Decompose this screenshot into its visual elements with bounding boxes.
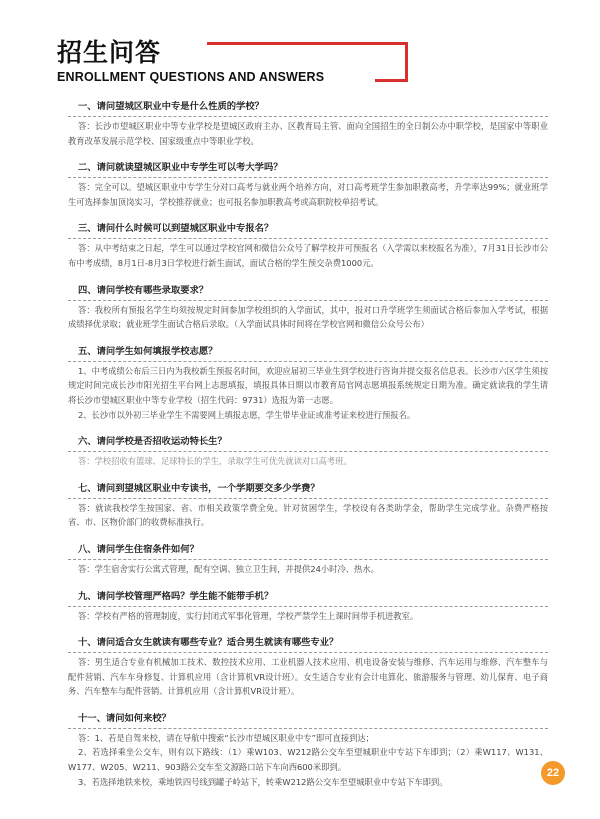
answer-paragraph: 答：学校招收有篮球、足球特长的学生，录取学生可优先就读对口高考班。: [78, 456, 352, 467]
header-frame-right: [405, 42, 408, 82]
question-divider: [68, 605, 548, 607]
qa-item: [68, 435, 548, 469]
question-divider: [68, 497, 548, 499]
qa-item: [68, 100, 548, 148]
page-header: [57, 38, 357, 88]
qa-item: [68, 222, 548, 270]
answer-text: [68, 501, 548, 530]
question-heading: 二、请问就读望城区职业中专学生可以考大学吗？: [78, 162, 283, 174]
answer-paragraph: 答：我校所有预报名学生均须按规定时间参加学校组织的入学面试，其中，报对口升学班学生须面试合格后参加入学考试，根据成绩择优录取；就业班学生面试合格后录取。（入学面试具体时间将在学校官网和微信公众号公布）: [68, 304, 548, 330]
question-divider: [68, 651, 548, 653]
answer-text: [68, 609, 548, 624]
answer-paragraph: 答：完全可以。望城区职业中专学生分对口高考与就业两个培养方向，对口高考班学生参加职教高考，升学率达99%；就业班学生可选择参加顶岗实习，学校推荐就业；也可报名参加职教高考或高职院校单招考试。: [68, 182, 548, 207]
answer-text: [68, 655, 548, 699]
question-heading: 一、请问望城区职业中专是什么性质的学校？: [78, 101, 264, 112]
question-divider: [68, 299, 548, 301]
header-frame-top: [207, 42, 408, 45]
qa-item: [68, 345, 548, 422]
qa-item: [68, 712, 548, 789]
question-divider: [68, 176, 548, 178]
question-heading: 六、请问学校是否招收运动特长生？: [78, 436, 227, 448]
answer-paragraph: 2、长沙市以外初三毕业学生不需要网上填报志愿，学生带毕业证或准考证来校进行预报名。: [78, 409, 416, 420]
answer-paragraph: 答：1、若是自驾来校，请在导航中搜索“长沙市望城区职业中专”即可直接到达；: [78, 732, 374, 743]
question-divider: [68, 558, 548, 560]
header-frame-bottom: [375, 79, 408, 82]
question-heading: 九、请问学校管理严格吗？学生能不能带手机？: [78, 590, 274, 602]
answer-text: [68, 454, 548, 469]
question-heading: 五、请问学生如何填报学校志愿？: [78, 345, 218, 357]
qa-list: [68, 100, 548, 802]
question-heading: 三、请问什么时候可以到望城区职业中专报名？: [78, 223, 274, 235]
answer-paragraph: 答：男生适合专业有机械加工技术、数控技术应用、工业机器人技术应用、机电设备安装与维修、汽车运用与维修、汽车整车与配件营销、汽车车身修复、计算机应用（含计算机VR设计班）。女生适合专业有会计电算化、旅游服务与管理、幼儿保育、电子商务、汽车整车与配件营销、计算机应用（含计算机VR设计班）。: [68, 657, 548, 697]
answer-paragraph: 1、中考成绩公布后三日内为我校新生预报名时间，欢迎应届初三毕业生到学校进行咨询并提交报名信息表。长沙市六区学生须按规定时间完成长沙市阳光招生平台网上志愿填报，填报具体日期以市教育局官网志愿填报系统规定日期为准。确定就读我的学生请将长沙市望城区职业中等专业学校（招生代码：9731）选报为第一志愿。: [68, 365, 548, 405]
question-divider: [68, 727, 548, 729]
answer-paragraph: 答：学生宿舍实行公寓式管理，配有空调、独立卫生间，并提供24小时冷、热水。: [78, 563, 379, 574]
qa-item: [68, 161, 548, 209]
answer-text: [68, 303, 548, 332]
answer-paragraph: 2、若选择乘坐公交车，则有以下路线：（1）乘W103、W212路公交车至望城职业中专站下车即到；（2）乘W117、W131、W177、W205、W211、903路公交车至文源路口站下车向西600米即到。: [68, 747, 548, 773]
question-heading: 十一、请问如何来校？: [78, 712, 171, 724]
qa-item: [68, 543, 548, 577]
question-heading: 四、请问学校有哪些录取要求？: [78, 284, 209, 296]
answer-text: [68, 241, 548, 270]
qa-item: [68, 482, 548, 530]
answer-text: [68, 562, 548, 577]
answer-text: [68, 180, 548, 209]
answer-paragraph: 答：长沙市望城区职业中等专业学校是望城区政府主办、区教育局主管、面向全国招生的全日制公办中职学校，是国家中等职业教育改革发展示范学校、国家级重点中等职业学校。: [68, 121, 548, 146]
question-heading: 十、请问适合女生就读有哪些专业？适合男生就读有哪些专业？: [78, 637, 339, 649]
qa-item: [68, 590, 548, 624]
answer-text: [68, 119, 548, 148]
question-heading: 八、请问学生住宿条件如何？: [78, 543, 199, 555]
qa-item: [68, 636, 548, 699]
page-number-badge: 22: [541, 761, 565, 785]
answer-paragraph: 答：学校有严格的管理制度，实行封闭式军事化管理，学校严禁学生上课时间带手机进教室。: [78, 610, 419, 621]
answer-paragraph: 答：就读我校学生按国家、省、市相关政策学费全免。针对贫困学生，学校设有各类助学金，帮助学生完成学业。杂费严格按省、市、区物价部门的收费标准执行。: [68, 502, 548, 528]
question-divider: [68, 115, 548, 117]
answer-paragraph: 3、若选择地铁来校，乘地铁四号线到罐子岭站下，转乘W212路公交车至望城职业中专站下车即到。: [78, 776, 448, 787]
answer-text: [68, 364, 548, 422]
page-title: 招生问答: [57, 38, 162, 67]
question-divider: [68, 450, 548, 452]
question-divider: [68, 360, 548, 362]
question-divider: [68, 237, 548, 239]
answer-paragraph: 答：从中考结束之日起，学生可以通过学校官网和微信公众号了解学校并可预报名（入学需以来校报名为准），7月31日长沙市公布中考成绩，8月1日-8月3日学校进行新生面试，面试合格的学生预交杂费1000元。: [68, 243, 548, 268]
qa-item: [68, 284, 548, 332]
question-heading: 七、请问到望城区职业中专读书，一个学期要交多少学费？: [78, 482, 320, 494]
page-subtitle: ENROLLMENT QUESTIONS AND ANSWERS: [57, 70, 325, 84]
answer-text: [68, 731, 548, 789]
